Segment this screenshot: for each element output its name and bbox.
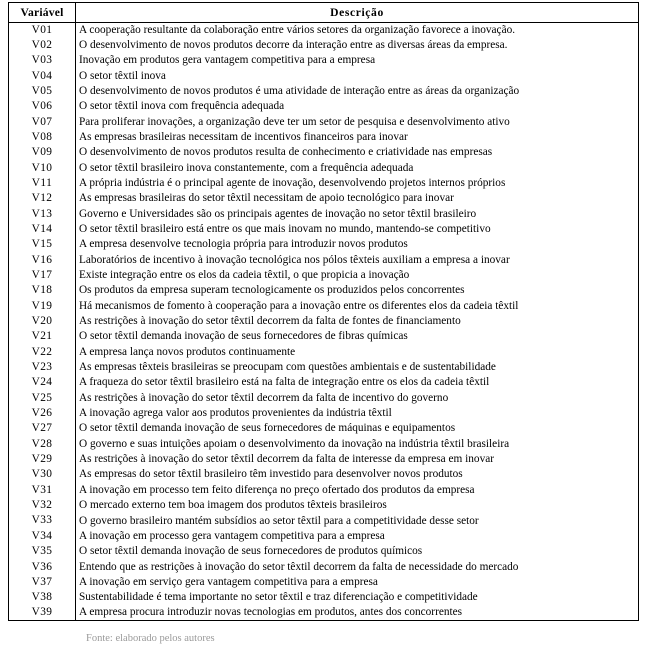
table-header-row [9, 3, 639, 23]
table-row [9, 375, 639, 390]
table-row [9, 437, 639, 452]
cell-variable: V20 [9, 314, 76, 329]
table-row [9, 237, 639, 252]
cell-variable: V17 [9, 268, 76, 283]
cell-description: Inovação em produtos gera vantagem competitiva para a empresa [76, 53, 639, 68]
cell-description: O setor têxtil brasileiro está entre os que mais inovam no mundo, mantendo-se competitivo [76, 222, 639, 237]
cell-description: Para proliferar inovações, a organização deve ter um setor de pesquisa e desenvolvimento ativo [76, 115, 639, 130]
cell-variable: V14 [9, 222, 76, 237]
cell-description: Laboratórios de incentivo à inovação tecnológica nos pólos têxteis auxiliam a empresa a inovar [76, 253, 639, 268]
cell-variable: V39 [9, 606, 76, 621]
cell-description: Sustentabilidade é tema importante no setor têxtil e traz diferenciação e competitividade [76, 590, 639, 605]
table-row [9, 314, 639, 329]
cell-description: As empresas brasileiras do setor têxtil necessitam de apoio tecnológico para inovar [76, 191, 639, 206]
table-row [9, 38, 639, 53]
table-row [9, 421, 639, 436]
caption-fragment [86, 633, 386, 645]
cell-description: O desenvolvimento de novos produtos resulta de conhecimento e criatividade nas empresas [76, 145, 639, 160]
cell-variable: V07 [9, 115, 76, 130]
cell-description: A empresa procura introduzir novas tecnologias em produtos, antes dos concorrentes [76, 606, 639, 621]
cell-variable: V25 [9, 391, 76, 406]
table-row [9, 360, 639, 375]
cell-variable: V28 [9, 437, 76, 452]
table-row [9, 99, 639, 114]
cell-description: Existe integração entre os elos da cadeia têxtil, o que propicia a inovação [76, 268, 639, 283]
cell-variable: V05 [9, 84, 76, 99]
column-header-description: Descrição [76, 3, 639, 23]
cell-description: A empresa lança novos produtos continuamente [76, 345, 639, 360]
cell-variable: V37 [9, 575, 76, 590]
cell-description: Os produtos da empresa superam tecnologicamente os produzidos pelos concorrentes [76, 283, 639, 298]
table-row [9, 406, 639, 421]
cell-variable: V19 [9, 299, 76, 314]
cell-variable: V11 [9, 176, 76, 191]
table-row [9, 115, 639, 130]
cell-description: As empresas do setor têxtil brasileiro têm investido para desenvolver novos produtos [76, 467, 639, 482]
cell-description: As empresas brasileiras necessitam de incentivos financeiros para inovar [76, 130, 639, 145]
cell-description: O setor têxtil brasileiro inova constantemente, com a frequência adequada [76, 161, 639, 176]
table-row [9, 283, 639, 298]
cell-variable: V08 [9, 130, 76, 145]
cell-variable: V24 [9, 375, 76, 390]
cell-description: O setor têxtil demanda inovação de seus fornecedores de fibras químicas [76, 329, 639, 344]
cell-variable: V33 [9, 514, 76, 529]
cell-description: As empresas têxteis brasileiras se preocupam com questões ambientais e de sustentabilidade [76, 360, 639, 375]
cell-description: A própria indústria é o principal agente de inovação, desenvolvendo projetos internos próprios [76, 176, 639, 191]
table-row [9, 268, 639, 283]
cell-description: Há mecanismos de fomento à cooperação para a inovação entre os diferentes elos da cadeia têxtil [76, 299, 639, 314]
cell-description: O setor têxtil demanda inovação de seus fornecedores de máquinas e equipamentos [76, 421, 639, 436]
cell-description: O setor têxtil inova [76, 69, 639, 84]
table-row [9, 606, 639, 621]
table-row [9, 222, 639, 237]
cell-variable: V01 [9, 23, 76, 38]
cell-variable: V12 [9, 191, 76, 206]
table-header [9, 3, 639, 23]
table-row [9, 529, 639, 544]
cell-description: As restrições à inovação do setor têxtil decorrem da falta de interesse da empresa em inovar [76, 452, 639, 467]
table-row [9, 575, 639, 590]
cell-variable: V02 [9, 38, 76, 53]
cell-variable: V26 [9, 406, 76, 421]
table-row [9, 467, 639, 482]
cell-variable: V03 [9, 53, 76, 68]
cell-description: A inovação em processo gera vantagem competitiva para a empresa [76, 529, 639, 544]
cell-variable: V30 [9, 467, 76, 482]
table-row [9, 590, 639, 605]
cell-description: A inovação agrega valor aos produtos provenientes da indústria têxtil [76, 406, 639, 421]
cell-description: Governo e Universidades são os principais agentes de inovação no setor têxtil brasileiro [76, 207, 639, 222]
cell-description: As restrições à inovação do setor têxtil decorrem da falta de fontes de financiamento [76, 314, 639, 329]
table-row [9, 53, 639, 68]
table-row [9, 23, 639, 38]
table-row [9, 84, 639, 99]
table-row [9, 299, 639, 314]
cell-variable: V35 [9, 544, 76, 559]
table-row [9, 329, 639, 344]
cell-variable: V16 [9, 253, 76, 268]
cell-description: O setor têxtil demanda inovação de seus fornecedores de produtos químicos [76, 544, 639, 559]
variables-table [8, 2, 639, 621]
table-row [9, 145, 639, 160]
table-row [9, 345, 639, 360]
caption-fragment-text: Fonte: elaborado pelos autores [86, 633, 215, 644]
cell-description: A empresa desenvolve tecnologia própria para introduzir novos produtos [76, 237, 639, 252]
cell-description: O governo brasileiro mantém subsídios ao setor têxtil para a competitividade desse setor [76, 514, 639, 529]
cell-variable: V23 [9, 360, 76, 375]
cell-variable: V22 [9, 345, 76, 360]
column-header-variable: Variável [9, 3, 76, 23]
table-row [9, 498, 639, 513]
table-row [9, 560, 639, 575]
cell-description: O setor têxtil inova com frequência adequada [76, 99, 639, 114]
cell-variable: V34 [9, 529, 76, 544]
table-row [9, 544, 639, 559]
cell-variable: V13 [9, 207, 76, 222]
cell-variable: V36 [9, 560, 76, 575]
table-row [9, 176, 639, 191]
table-row [9, 452, 639, 467]
table-row [9, 253, 639, 268]
table-row [9, 514, 639, 529]
table-body [9, 23, 639, 621]
cell-variable: V32 [9, 498, 76, 513]
cell-variable: V04 [9, 69, 76, 84]
cell-variable: V18 [9, 283, 76, 298]
table-row [9, 391, 639, 406]
cell-description: Entendo que as restrições à inovação do setor têxtil decorrem da falta de necessidade do mercado [76, 560, 639, 575]
cell-description: O desenvolvimento de novos produtos decorre da interação entre as diversas áreas da empresa. [76, 38, 639, 53]
cell-variable: V06 [9, 99, 76, 114]
cell-variable: V10 [9, 161, 76, 176]
cell-variable: V21 [9, 329, 76, 344]
table-row [9, 191, 639, 206]
cell-description: O mercado externo tem boa imagem dos produtos têxteis brasileiros [76, 498, 639, 513]
cell-variable: V27 [9, 421, 76, 436]
table-row [9, 130, 639, 145]
table-row [9, 207, 639, 222]
cell-variable: V09 [9, 145, 76, 160]
cell-description: As restrições à inovação do setor têxtil decorrem da falta de incentivo do governo [76, 391, 639, 406]
cell-description: A fraqueza do setor têxtil brasileiro está na falta de integração entre os elos da cadeia têxtil [76, 375, 639, 390]
cell-variable: V38 [9, 590, 76, 605]
table-row [9, 69, 639, 84]
table-row [9, 161, 639, 176]
cell-description: O governo e suas intuições apoiam o desenvolvimento da inovação na indústria têxtil brasileira [76, 437, 639, 452]
cell-description: A cooperação resultante da colaboração entre vários setores da organização favorece a inovação. [76, 23, 639, 38]
cell-variable: V29 [9, 452, 76, 467]
cell-description: O desenvolvimento de novos produtos é uma atividade de interação entre as áreas da organização [76, 84, 639, 99]
cell-description: A inovação em serviço gera vantagem competitiva para a empresa [76, 575, 639, 590]
cell-description: A inovação em processo tem feito diferença no preço ofertado dos produtos da empresa [76, 483, 639, 498]
cell-variable: V31 [9, 483, 76, 498]
table-row [9, 483, 639, 498]
cell-variable: V15 [9, 237, 76, 252]
